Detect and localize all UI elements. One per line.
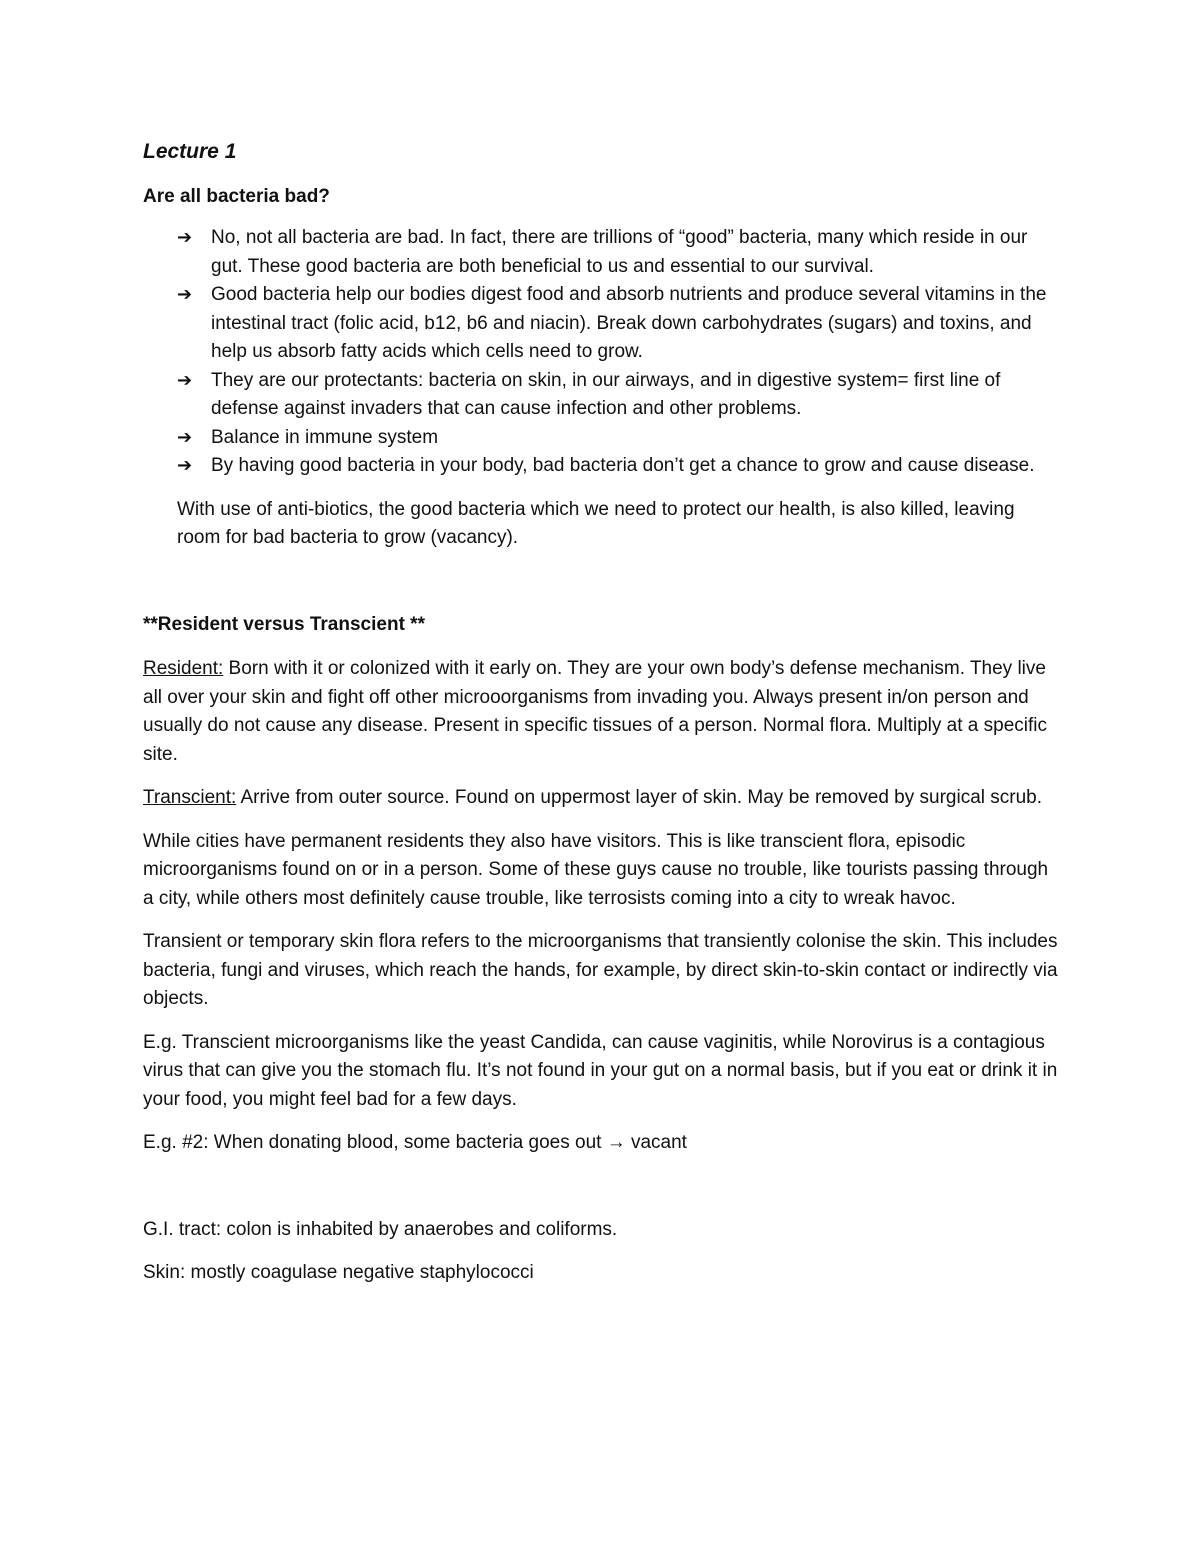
list-item	[177, 281, 1063, 367]
list-item	[177, 224, 1063, 281]
transient-label: Transcient:	[143, 787, 237, 808]
skin-paragraph: Skin: mostly coagulase negative staphylococci	[143, 1262, 534, 1283]
bullet-text: No, not all bacteria are bad. In fact, there are trillions of “good” bacteria, many which reside in our gut. These good bacteria are both beneficial to us and essential to our survival.	[211, 227, 1028, 277]
resident-label: Resident:	[143, 658, 224, 679]
document-page	[143, 138, 1063, 1288]
list-item	[177, 424, 1063, 453]
right-arrow-icon: →	[606, 1132, 626, 1153]
question-heading: Are all bacteria bad?	[143, 186, 330, 207]
arrow-icon: ➔	[177, 426, 193, 448]
gi-tract-paragraph: G.I. tract: colon is inhabited by anaerobes and coliforms.	[143, 1218, 618, 1240]
bullet-text: They are our protectants: bacteria on skin, in our airways, and in digestive system= first line of defense against invaders that can cause infection and other problems.	[211, 369, 1001, 419]
section-heading: **Resident versus Transcient **	[143, 613, 425, 635]
bullet-list	[143, 224, 1063, 481]
example-two-suffix: vacant	[625, 1132, 687, 1153]
resident-text: Born with it or colonized with it early on. They are your own body’s defense mechanism. They live all over your skin and fight off other microoorganisms from invading you. Always present in/on person and usually do not cause any disease. Present in specific tissues of a person. Normal flora. Multiply at a specific site.	[143, 658, 1047, 765]
arrow-icon: ➔	[177, 369, 193, 391]
document-title: Lecture 1	[143, 140, 237, 163]
list-item	[177, 367, 1063, 424]
transient-paragraph	[143, 784, 1063, 813]
antibiotics-paragraph: With use of anti-biotics, the good bacteria which we need to protect our health, is also killed, leaving room for bad bacteria to grow (vacancy).	[177, 498, 1015, 548]
temporary-flora-paragraph: Transient or temporary skin flora refers to the microorganisms that transiently colonise the skin. This includes bacteria, fungi and viruses, which reach the hands, for example, by direct skin-to-skin contact or indirectly via objects.	[143, 931, 1058, 1009]
bullet-text: Good bacteria help our bodies digest food and absorb nutrients and produce several vitamins in the intestinal tract (folic acid, b12, b6 and niacin). Break down carbohydrates (sugars) and toxins, and help us absorb fatty acids which cells need to grow.	[211, 284, 1047, 362]
bullet-text: Balance in immune system	[211, 426, 439, 448]
cities-paragraph: While cities have permanent residents they also have visitors. This is like transcient flora, episodic microorganisms found on or in a person. Some of these guys cause no trouble, like tourists passing through a city, while others most definitely cause trouble, like terrosists coming into a city to wreak havoc.	[143, 830, 1049, 909]
example-paragraph: E.g. Transcient microorganisms like the yeast Candida, can cause vaginitis, while Norovirus is a contagious virus that can give you the stomach flu. It’s not found in your gut on a normal basis, but if you eat or drink it in your food, you might feel bad for a few days.	[143, 1031, 1058, 1110]
arrow-icon: ➔	[177, 227, 193, 248]
arrow-icon: ➔	[177, 455, 193, 476]
bullet-text: By having good bacteria in your body, bad bacteria don’t get a chance to grow and cause disease.	[211, 455, 1035, 476]
arrow-icon: ➔	[177, 284, 193, 305]
example-two-paragraph	[143, 1129, 1063, 1158]
list-item	[177, 452, 1063, 481]
example-two-prefix: E.g. #2: When donating blood, some bacteria goes out	[143, 1132, 607, 1153]
resident-paragraph	[143, 655, 1063, 769]
transient-text: Arrive from outer source. Found on uppermost layer of skin. May be removed by surgical scrub.	[236, 787, 1043, 808]
